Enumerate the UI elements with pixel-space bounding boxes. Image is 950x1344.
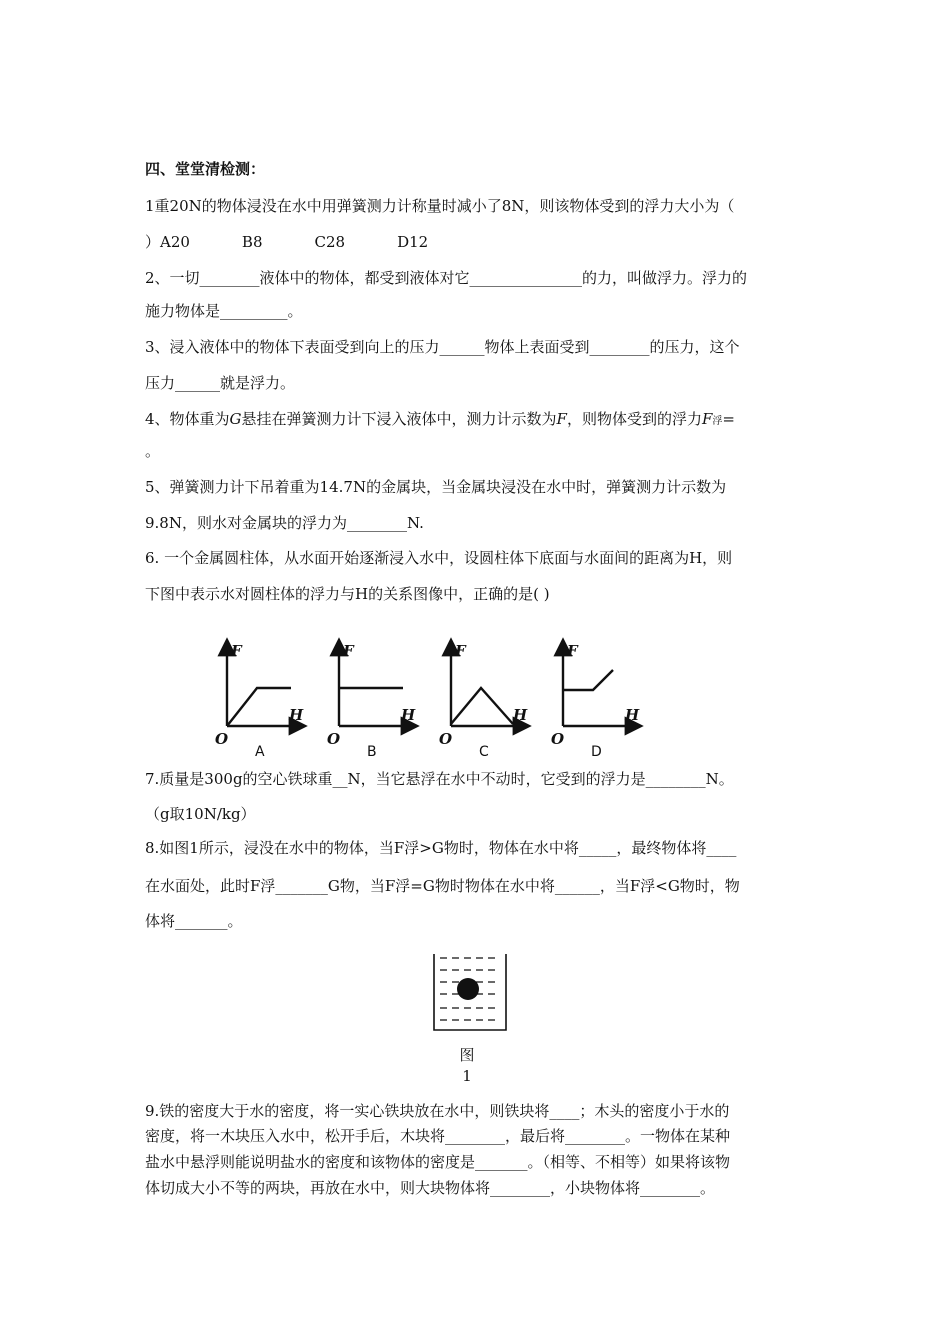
q5-line2: 9.8N，则水对金属块的浮力为________N. bbox=[145, 514, 424, 532]
q9-line3: 盐水中悬浮则能说明盐水的密度和该物体的密度是_______。（相等、不相等）如果将该物 bbox=[145, 1153, 731, 1171]
q8-line1: 8.如图1所示，浸没在水中的物体，当F浮>G物时，物体在水中将_____，最终物体将____ bbox=[145, 839, 737, 857]
graph-d-label: D bbox=[591, 744, 602, 760]
figure-1-caption-line2: 1 bbox=[462, 1067, 472, 1085]
q6-line1: 6. 一个金属圆柱体，从水面开始逐渐浸入水中，设圆柱体下底面与水面间的距离为H，则 bbox=[145, 549, 733, 567]
graph-c-origin: O bbox=[439, 730, 453, 748]
q4-var-ff: F bbox=[701, 410, 713, 428]
graph-a-curve bbox=[227, 688, 291, 726]
graph-b-label: B bbox=[367, 744, 377, 760]
graph-a-x-label: H bbox=[289, 706, 304, 724]
graph-a bbox=[215, 642, 304, 760]
graph-b-x-label: H bbox=[401, 706, 416, 724]
graph-d-y-label: F bbox=[567, 642, 578, 660]
q8-line3: 体将_______。 bbox=[145, 912, 243, 930]
figure-1-beaker bbox=[430, 952, 510, 1032]
q9-line4: 体切成大小不等的两块，再放在水中，则大块物体将________，小块物体将________。 bbox=[145, 1179, 716, 1197]
graph-c-curve bbox=[451, 688, 513, 724]
graph-d-origin: O bbox=[551, 730, 565, 748]
q4-line2: 。 bbox=[145, 442, 161, 460]
q1-option-d: D12 bbox=[397, 233, 429, 251]
q1-option-c: C28 bbox=[314, 233, 346, 251]
q8-line2: 在水面处，此时F浮_______G物，当F浮=G物时物体在水中将______，当F浮<G物时，物 bbox=[145, 877, 740, 895]
q7-line2: （g取10N/kg） bbox=[145, 805, 256, 823]
graph-d bbox=[551, 642, 640, 760]
graph-b-origin: O bbox=[327, 730, 341, 748]
graph-b-y-label: F bbox=[343, 642, 354, 660]
q4-var-f: F bbox=[556, 410, 567, 428]
graph-c-x-label: H bbox=[513, 706, 528, 724]
q6-line2: 下图中表示水对圆柱体的浮力与H的关系图像中，正确的是( ) bbox=[145, 585, 550, 603]
graph-c-label: C bbox=[479, 744, 489, 760]
q1-line2 bbox=[145, 232, 428, 252]
graph-a-y-label: F bbox=[231, 642, 242, 660]
q1-line1: 1重20N的物体浸没在水中用弹簧测力计称量时减小了8N，则该物体受到的浮力大小为（ bbox=[145, 197, 735, 215]
q7-line1: 7.质量是300g的空心铁球重__N，当它悬浮在水中不动时，它受到的浮力是________N。 bbox=[145, 770, 734, 788]
q5-line1: 5、弹簧测力计下吊着重为14.7N的金属块，当金属块浸没在水中时，弹簧测力计示数为 bbox=[145, 478, 727, 496]
graph-d-curve bbox=[563, 670, 613, 690]
figure-1-caption-line1: 图 bbox=[459, 1046, 475, 1064]
q1-option-a: ）A20 bbox=[145, 233, 190, 251]
q9-line2: 密度，将一木块压入水中，松开手后，木块将________，最后将________。一物体在某种 bbox=[145, 1127, 731, 1145]
graph-b bbox=[327, 642, 416, 760]
q4-subscript: 浮 bbox=[712, 416, 723, 427]
submerged-object bbox=[457, 978, 479, 1000]
q2-line1: 2、一切________液体中的物体，都受到液体对它_______________的力，叫做浮力。浮力的 bbox=[145, 269, 748, 287]
q3-line2: 压力______就是浮力。 bbox=[145, 374, 296, 392]
q4-line1: 4、物体重为G悬挂在弹簧测力计下浸入液体中，测力计示数为F，则物体受到的浮力F浮= bbox=[145, 410, 735, 428]
q9-line1: 9.铁的密度大于水的密度，将一实心铁块放在水中，则铁块将____；木头的密度小于水的 bbox=[145, 1102, 730, 1120]
q3-line1: 3、浸入液体中的物体下表面受到向上的压力______物体上表面受到________的压力，这个 bbox=[145, 338, 740, 356]
q2-line2: 施力物体是_________。 bbox=[145, 302, 303, 320]
graph-a-origin: O bbox=[215, 730, 229, 748]
graph-c bbox=[439, 642, 528, 760]
graph-c-y-label: F bbox=[455, 642, 466, 660]
graph-a-label: A bbox=[255, 744, 265, 760]
graphs-figure bbox=[205, 632, 665, 764]
q1-option-b: B8 bbox=[241, 233, 263, 251]
q4-var-g: G bbox=[229, 410, 242, 428]
graph-d-x-label: H bbox=[625, 706, 640, 724]
section-title: 四、堂堂清检测： bbox=[145, 160, 266, 178]
